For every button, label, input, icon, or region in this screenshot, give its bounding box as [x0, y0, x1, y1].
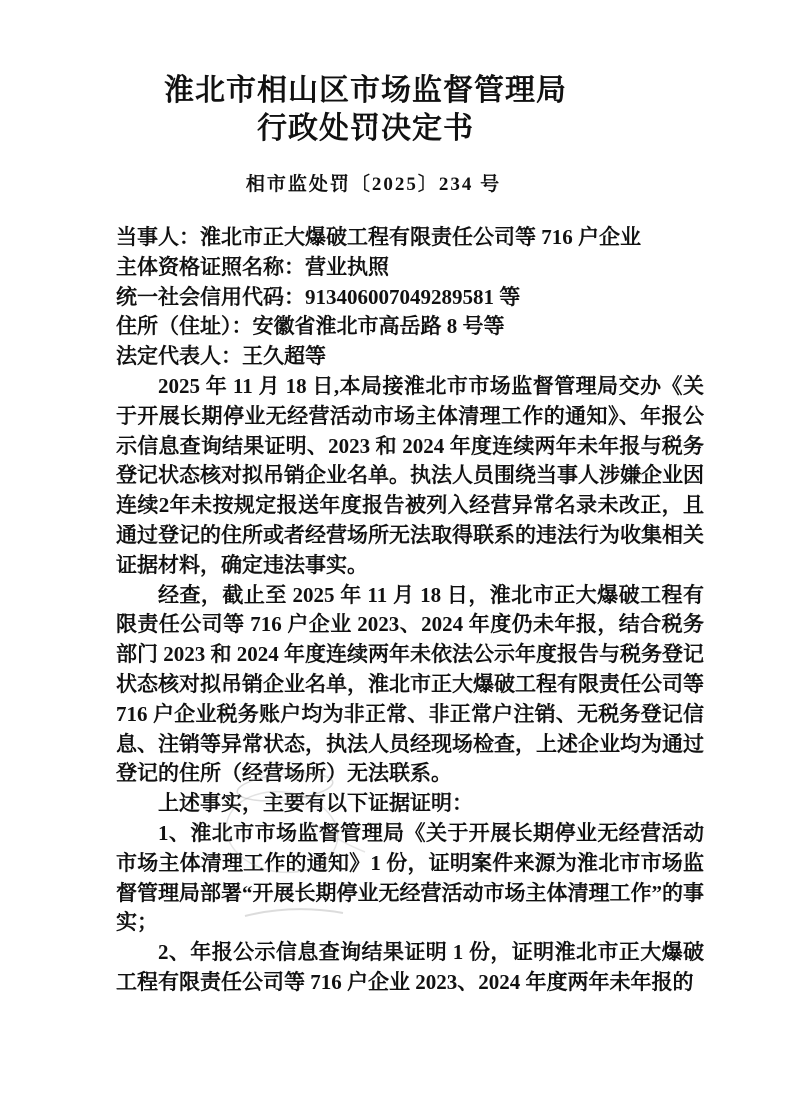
document-title-line2: 行政处罚决定书 — [257, 112, 474, 145]
paragraph-evidence-intro: 上述事实，主要有以下证据证明： — [158, 791, 473, 816]
paragraph-evidence-1: 1、淮北市市场监督管理局《关于开展长期停业无经营活动市场主体清理工作的通知》1 份，证明案件来源为淮北市市场监督管理局部署“开展长期停业无经营活动市场主体清理工作”的事实； — [116, 820, 704, 935]
party-line: 当事人：淮北市正大爆破工程有限责任公司等 716 户企业 — [116, 225, 641, 249]
paragraph-case-origin: 2025 年 11 月 18 日,本局接淮北市市场监督管理局交办《关于开展长期停业无经营活动市场主体清理工作的通知》、年报公示信息查询结果证明、2023 和 2024 年度连续两年未年报与税务登记状态核对拟吊销企业名单。执法人员围绕当事人涉嫌企业因连续2年未按规定报送年度报告被列入经营异常名录未改正，且通过登记的住所或者经营场所无法取得联系的违法行为收集相关证据材料，确定违法事实。 — [116, 373, 704, 577]
credit-code-line: 统一社会信用代码：913406007049289581 等 — [116, 284, 521, 309]
document-title — [0, 0, 762, 148]
document-title-line1: 淮北市相山区市场监督管理局 — [164, 74, 567, 107]
license-type-line: 主体资格证照名称：营业执照 — [116, 254, 389, 279]
legal-representative-line: 法定代表人：王久超等 — [116, 344, 326, 369]
document-body — [116, 223, 704, 998]
paragraph-investigation: 经查，截止至 2025 年 11 月 18 日，淮北市正大爆破工程有限责任公司等 716 户企业 2023、2024 年度仍未年报，结合税务部门 2023 和 2024 年度连续两年未依法公示年度报告与税务登记状态核对拟吊销企业名单，淮北市正大爆破工程有限责任公司等 716 户企业税务账户均为非正常、非正常户注销、无税务登记信息、注销等异常状态，执法人员经现场检查，上述企业均为通过登记的住所（经营场所）无法联系。 — [116, 582, 704, 786]
address-line: 住所（住址）：安徽省淮北市高岳路 8 号等 — [116, 314, 505, 339]
document-number: 相市监处罚〔2025〕234 号 — [245, 174, 502, 195]
paragraph-evidence-2: 2、年报公示信息查询结果证明 1 份，证明淮北市正大爆破工程有限责任公司等 716 户企业 2023、2024 年度两年未年报的 — [116, 940, 704, 994]
